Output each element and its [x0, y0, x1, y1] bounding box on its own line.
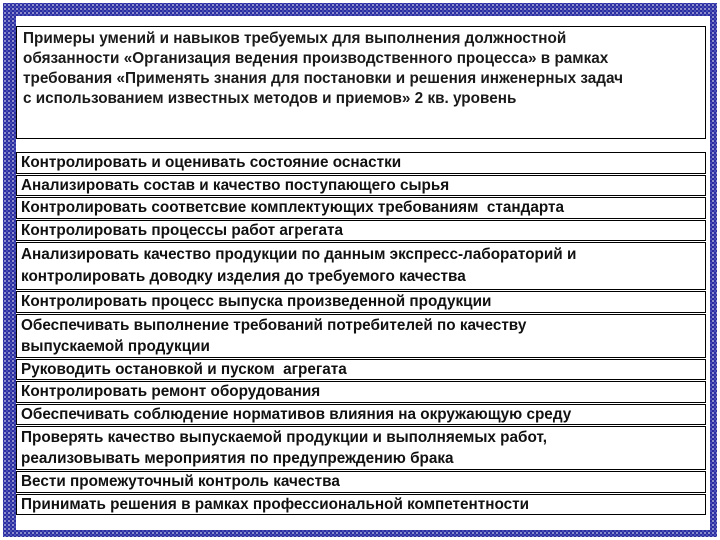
list-item [16, 359, 706, 381]
list-item [16, 426, 706, 470]
item-line: Контролировать процесс выпуска произведенной продукции [21, 293, 492, 310]
item-line: выпускаемой продукции [21, 337, 210, 355]
list-item [16, 220, 706, 242]
list-item [16, 314, 706, 358]
item-line: Контролировать и оценивать состояние оснастки [21, 154, 402, 171]
item-line: Анализировать качество продукции по данным экспресс-лабораторий и [21, 246, 577, 263]
item-line: Обеспечивать выполнение требований потребителей по качеству [21, 316, 527, 334]
item-line: Проверять качество выпускаемой продукции и выполняемых работ, [21, 429, 548, 446]
slide-frame [3, 3, 717, 537]
list-item [16, 175, 706, 197]
list-item [16, 197, 706, 219]
slide-panel [16, 16, 710, 530]
list-item [16, 152, 706, 174]
item-line: Контролировать ремонт оборудования [21, 383, 321, 400]
title-line: требования «Применять знания для постановки и решения инженерных задач [23, 70, 623, 87]
list-item [16, 494, 706, 516]
item-line: Анализировать состав и качество поступающего сырья [21, 176, 450, 194]
title-line: обязанности «Организация ведения производственного процесса» в рамках [23, 50, 609, 67]
skills-list [16, 152, 706, 516]
item-line: Принимать решения в рамках профессиональной компетентности [21, 495, 530, 513]
list-item [16, 291, 706, 313]
item-line: Контролировать соответсвие комплектующих требованиям стандарта [21, 199, 565, 216]
item-line: контролировать доводку изделия до требуемого качества [21, 268, 466, 285]
list-item [16, 471, 706, 493]
list-item [16, 242, 706, 290]
list-item [16, 381, 706, 403]
item-line: Обеспечивать соблюдение нормативов влияния на окружающую среду [21, 405, 572, 423]
title-line: с использованием известных методов и приемов» 2 кв. уровень [23, 90, 517, 107]
item-line: реализовывать мероприятия по предупреждению брака [21, 450, 454, 467]
item-line: Контролировать процессы работ агрегата [21, 221, 343, 239]
list-item [16, 404, 706, 426]
item-line: Руководить остановкой и пуском агрегата [21, 360, 347, 378]
title-box [16, 26, 706, 139]
title-line: Примеры умений и навыков требуемых для выполнения должностной [23, 30, 567, 47]
item-line: Вести промежуточный контроль качества [21, 473, 340, 490]
